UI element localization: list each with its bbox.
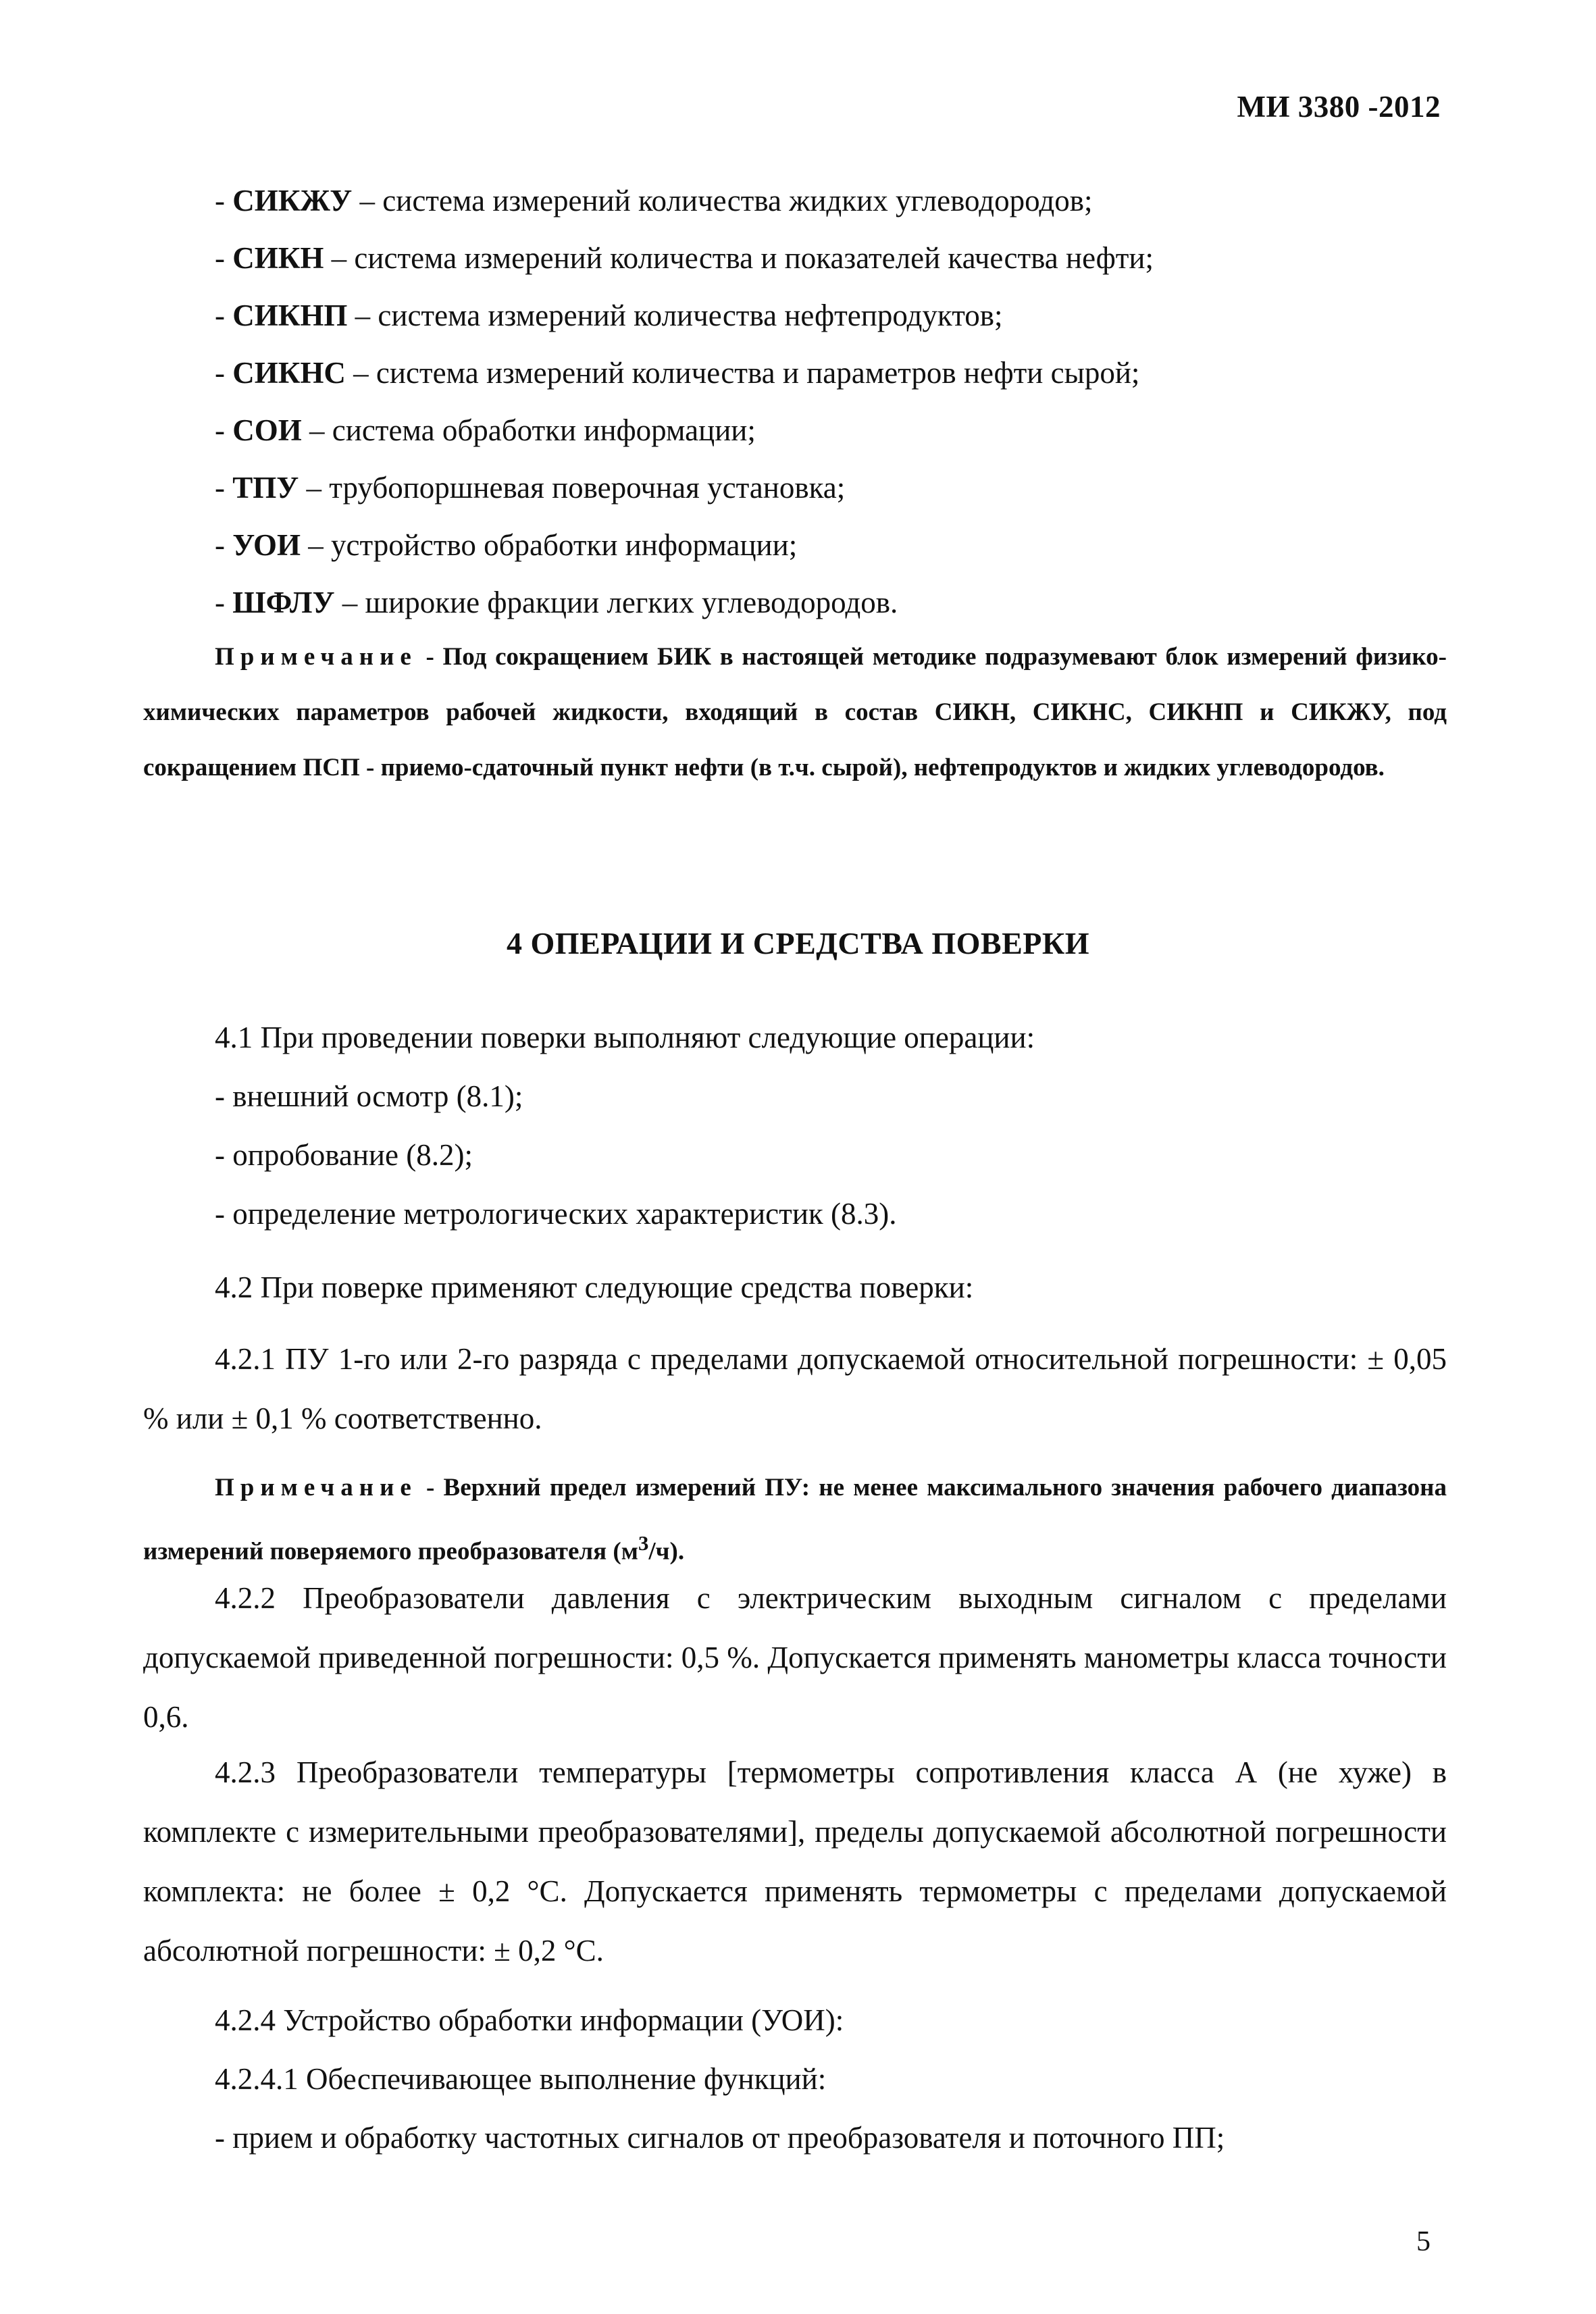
paragraph-4-1: 4.1 При проведении поверки выполняют следующие операции: bbox=[215, 1021, 1035, 1054]
page-number: 5 bbox=[1416, 2226, 1431, 2257]
abbreviation-item: - СОИ – система обработки информации; bbox=[215, 413, 756, 447]
paragraph-4-2-3: 4.2.3 Преобразователи температуры [термометры сопротивления класса А (не хуже) в комплекте с измерительными преобразователями], пределы допускаемой абсолютной погрешности комплекта: не более ± 0,2 °С. Допускается применять термометры с пределами допускаемой абсолютной погрешности: ± 0,2 °С. bbox=[143, 1755, 1447, 1968]
abbreviation-definition: система измерений количества жидких углеводородов; bbox=[382, 184, 1093, 217]
abbreviation-item: - СИКНП – система измерений количества нефтепродуктов; bbox=[215, 299, 1003, 332]
abbreviation-list bbox=[215, 172, 1464, 632]
abbreviation-definition: широкие фракции легких углеводородов. bbox=[365, 586, 898, 619]
abbreviation-definition: система измерений количества нефтепродуктов; bbox=[378, 299, 1003, 332]
operation-item: - внешний осмотр (8.1); bbox=[215, 1079, 523, 1113]
abbreviation-term: СИКН bbox=[232, 241, 324, 275]
note-text-end: /ч). bbox=[648, 1537, 685, 1566]
abbreviation-item: - ШФЛУ – широкие фракции легких углеводородов. bbox=[215, 586, 898, 619]
abbreviation-term: СИКНП bbox=[232, 299, 348, 332]
abbreviation-term: СИКНС bbox=[232, 356, 346, 390]
abbreviation-term: СОИ bbox=[232, 413, 302, 447]
note-text: - Под сокращением БИК в настоящей методике подразумевают блок измерений физико-химических параметров рабочей жидкости, входящий в состав СИКН, СИКНС, СИКНП и СИКЖУ, под сокращением ПСП - приемо-сдаточный пункт нефти (в т.ч. сырой), нефтепродуктов и жидких углеводородов. bbox=[143, 643, 1447, 781]
abbreviation-item: - СИКНС – система измерений количества и параметров нефти сырой; bbox=[215, 356, 1140, 390]
document-code: МИ 3380 -2012 bbox=[1237, 90, 1441, 124]
abbreviation-term: ТПУ bbox=[232, 471, 299, 505]
abbreviation-definition: трубопоршневая поверочная установка; bbox=[329, 471, 846, 505]
abbreviation-definition: система измерений количества и параметров нефти сырой; bbox=[376, 356, 1140, 390]
note-text: - Верхний предел измерений ПУ: не менее максимального значения рабочего диапазона измерений поверяемого преобразователя (м bbox=[143, 1474, 1447, 1566]
function-item: - прием и обработку частотных сигналов от преобразователя и поточного ПП; bbox=[215, 2121, 1225, 2155]
abbreviation-term: ШФЛУ bbox=[232, 586, 335, 619]
abbreviation-definition: система измерений количества и показателей качества нефти; bbox=[354, 241, 1154, 275]
note-abbreviations bbox=[143, 629, 1447, 796]
abbreviation-item: - СИКН – система измерений количества и показателей качества нефти; bbox=[215, 241, 1154, 275]
abbreviation-term: СИКЖУ bbox=[232, 184, 353, 217]
operation-item: - определение метрологических характеристик (8.3). bbox=[215, 1197, 897, 1231]
note-label: Примечание bbox=[215, 1474, 417, 1501]
abbreviation-item: - ТПУ – трубопоршневая поверочная установка; bbox=[215, 471, 846, 505]
paragraph-4-2-4-1: 4.2.4.1 Обеспечивающее выполнение функций: bbox=[215, 2062, 827, 2096]
abbreviation-definition: система обработки информации; bbox=[332, 413, 756, 447]
abbreviation-item: - СИКЖУ – система измерений количества жидких углеводородов; bbox=[215, 184, 1093, 217]
abbreviation-definition: устройство обработки информации; bbox=[331, 528, 798, 562]
paragraph-4-2-1: 4.2.1 ПУ 1-го или 2-го разряда с пределами допускаемой относительной погрешности: ± 0,05 % или ± 0,1 % соответственно. bbox=[143, 1342, 1447, 1435]
superscript: 3 bbox=[638, 1532, 649, 1555]
note-label: Примечание bbox=[215, 643, 417, 671]
paragraph-4-2-4: 4.2.4 Устройство обработки информации (УОИ): bbox=[215, 2003, 844, 2037]
section-title: 4 ОПЕРАЦИИ И СРЕДСТВА ПОВЕРКИ bbox=[506, 926, 1089, 960]
paragraph-4-2-2: 4.2.2 Преобразователи давления с электрическим выходным сигналом с пределами допускаемой приведенной погрешности: 0,5 %. Допускается применять манометры класса точности 0,6. bbox=[143, 1581, 1447, 1734]
note-measurement-limit bbox=[143, 1460, 1447, 1579]
operation-item: - опробование (8.2); bbox=[215, 1138, 473, 1172]
abbreviation-term: УОИ bbox=[232, 528, 301, 562]
paragraph-4-2: 4.2 При поверке применяют следующие средства поверки: bbox=[215, 1270, 974, 1304]
abbreviation-item: - УОИ – устройство обработки информации; bbox=[215, 528, 798, 562]
